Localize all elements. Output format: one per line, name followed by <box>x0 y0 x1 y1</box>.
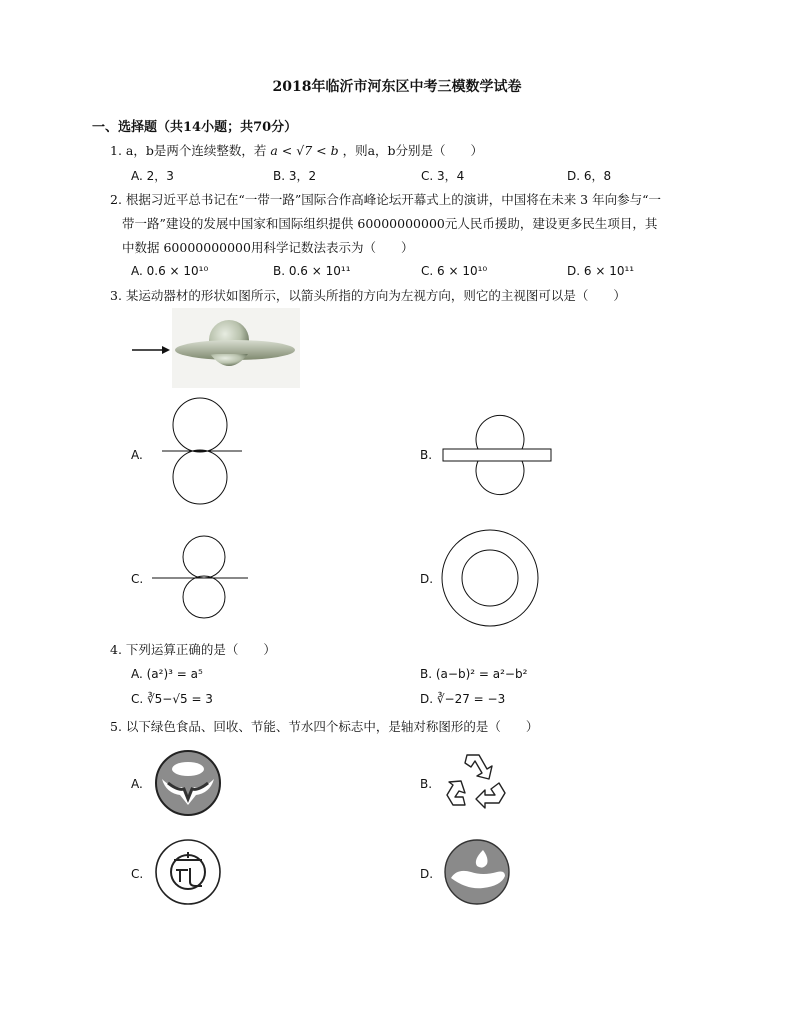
option-b[interactable]: B. (a−b)² = a²−b² <box>420 667 528 681</box>
option-a[interactable]: A. 0.6 × 10¹⁰ <box>131 264 209 278</box>
question-2-line3: 中数据 60000000000用科学记数法表示为（ ） <box>122 240 414 255</box>
option-b-label[interactable]: B. <box>420 777 433 791</box>
question-number: 1. <box>110 143 122 158</box>
option-d[interactable]: D. ∛−27 = −3 <box>420 692 506 706</box>
option-a[interactable]: A. (a²)³ = a⁵ <box>131 667 203 681</box>
question-text: 某运动器材的形状如图所示，以箭头所指的方向为左视方向，则它的主视图可以是（ ） <box>125 288 626 303</box>
energy-saving-logo-icon[interactable] <box>154 838 222 906</box>
option-a-label[interactable]: A. <box>131 777 143 791</box>
water-saving-logo-icon[interactable] <box>443 838 511 906</box>
option-c[interactable]: C. 6 × 10¹⁰ <box>421 264 488 278</box>
question-text-end: ，则a，b分别是（ ） <box>342 143 484 158</box>
option-a-label[interactable]: A. <box>131 448 143 462</box>
section-heading: 一、选择题（共14小题；共70分） <box>92 120 298 135</box>
option-d-figure[interactable] <box>440 528 540 628</box>
sports-equipment-figure <box>128 308 300 388</box>
option-b-figure[interactable] <box>440 405 554 497</box>
option-b[interactable]: B. 0.6 × 10¹¹ <box>273 264 351 278</box>
option-c-label[interactable]: C. <box>131 867 144 881</box>
question-text-line1: 根据习近平总书记在“一带一路”国际合作高峰论坛开幕式上的演讲，中国将在未来 3 年向参与“一 <box>125 192 661 207</box>
option-b[interactable]: B. 3，2 <box>273 169 317 183</box>
option-c-figure[interactable] <box>148 535 252 619</box>
question-math: a < √7 < b <box>270 143 339 158</box>
question-text: 以下绿色食品、回收、节能、节水四个标志中，是轴对称图形的是（ ） <box>125 719 539 734</box>
option-b-label[interactable]: B. <box>420 448 433 462</box>
option-c[interactable]: C. 3，4 <box>421 169 465 183</box>
question-text: 下列运算正确的是（ ） <box>125 642 276 657</box>
question-3 <box>110 290 626 303</box>
option-d[interactable]: D. 6 × 10¹¹ <box>567 264 635 278</box>
option-d-label[interactable]: D. <box>420 572 434 586</box>
question-2 <box>110 194 661 207</box>
option-c[interactable]: C. ∛5−√5 = 3 <box>131 692 213 706</box>
option-d[interactable]: D. 6，8 <box>567 169 612 183</box>
question-5 <box>110 721 538 734</box>
arrow-icon <box>132 346 170 354</box>
option-a[interactable]: A. 2，3 <box>131 169 174 183</box>
option-d-label[interactable]: D. <box>420 867 434 881</box>
question-1 <box>110 145 483 158</box>
question-number: 2. <box>110 192 122 207</box>
question-4 <box>110 644 276 657</box>
question-number: 4. <box>110 642 122 657</box>
question-text: a，b是两个连续整数，若 <box>125 143 267 158</box>
question-number: 5. <box>110 719 122 734</box>
recycle-logo-icon[interactable] <box>443 749 507 811</box>
question-2-line2: 带一路”建设的发展中国家和国际组织提供 60000000000元人民币援助，建设更多民生项目，其 <box>122 216 658 231</box>
option-a-figure[interactable] <box>150 397 250 507</box>
question-number: 3. <box>110 288 122 303</box>
option-c-label[interactable]: C. <box>131 572 144 586</box>
green-food-logo-icon[interactable] <box>154 749 222 817</box>
page-title: 2018年临沂市河东区中考三模数学试卷 <box>272 79 522 95</box>
